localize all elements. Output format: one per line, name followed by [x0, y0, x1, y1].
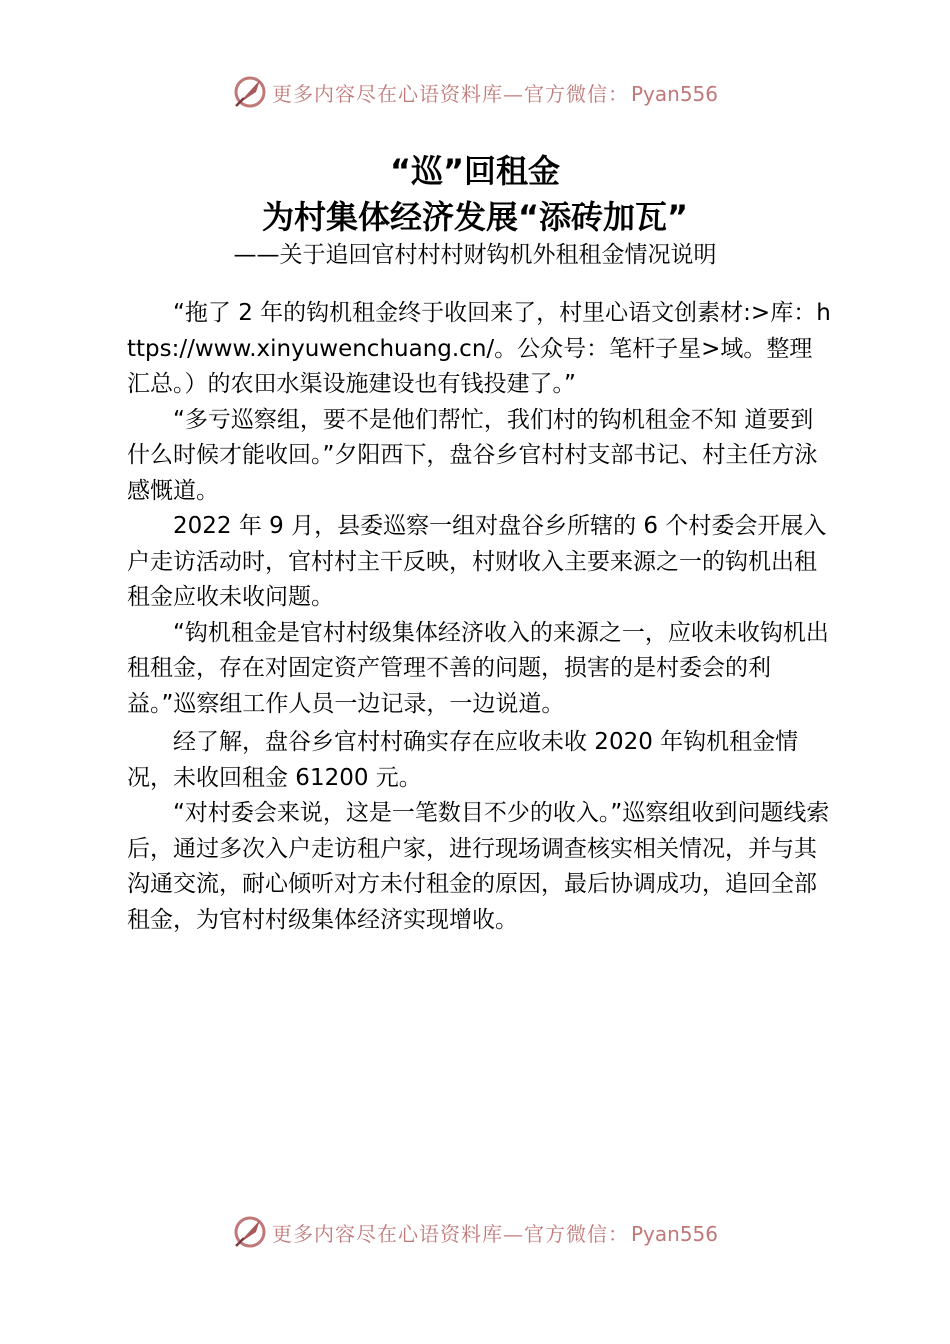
paragraph-1: “拖了 2 年的钩机租金终于收回来了，村里心语文创素材:>库：https://www.xinyuwenchuang.cn/。公众号：笔杆子星>域。整理汇总。）的农田水渠设施建设也有钱投建了。”: [127, 300, 831, 397]
header-banner: [0, 72, 950, 112]
paragraph-4: “钩机租金是官村村级集体经济收入的来源之一，应收未收钩机出租租金，存在对固定资产管理不善的问题，损害的是村委会的利益。”巡察组工作人员一边记录，一边说道。: [127, 619, 829, 717]
paragraph-5: 经了解，盘谷乡官村村确实存在应收未收 2020 年钩机租金情况，未收回租金 61200 元。: [127, 729, 799, 791]
document-title-line1: “巡”回租金: [389, 152, 561, 190]
document-body: [127, 296, 832, 938]
document-title-line2: 为村集体经济发展“添砖加瓦”: [261, 198, 689, 236]
quill-pen-logo-icon: [232, 74, 268, 110]
banner-text: 更多内容尽在心语资料库—官方微信： Pyan556: [271, 1221, 718, 1246]
paragraph-3: 2022 年 9 月，县委巡察一组对盘谷乡所辖的 6 个村委会开展入户走访活动时，官村村主干反映，村财收入主要来源之一的钩机出租租金应收未收问题。: [127, 513, 827, 610]
quill-pen-logo-icon: [232, 1214, 268, 1250]
footer-banner: [0, 1212, 950, 1252]
wechat-handle: Pyan556: [630, 1221, 718, 1246]
document-subtitle: ——关于追回官村村村财钩机外租租金情况说明: [233, 242, 717, 268]
wechat-handle: Pyan556: [630, 81, 718, 106]
paragraph-6: “对村委会来说，这是一笔数目不少的收入。”巡察组收到问题线索后，通过多次入户走访租户家，进行现场调查核实相关情况，并与其沟通交流，耐心倾听对方未付租金的原因，最后协调成功，追回全部租金，为官村村级集体经济实现增收。: [127, 800, 830, 933]
paragraph-2: “多亏巡察组，要不是他们帮忙，我们村的钩机租金不知 道要到什么时候才能收回。”夕阳西下，盘谷乡官村村支部书记、村主任方泳感慨道。: [127, 406, 818, 504]
banner-text: 更多内容尽在心语资料库—官方微信： Pyan556: [271, 81, 718, 106]
